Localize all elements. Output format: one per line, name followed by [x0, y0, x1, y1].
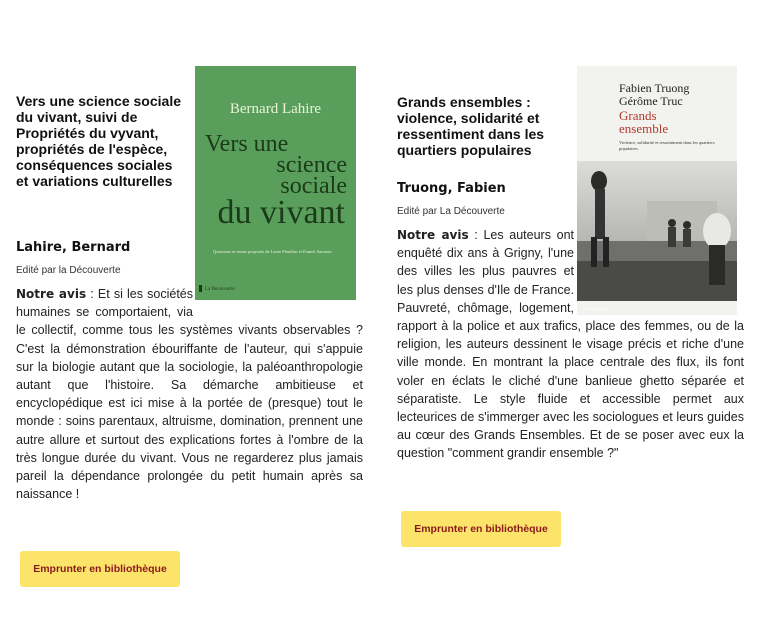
publisher-logo-icon: [199, 285, 202, 292]
borrow-button[interactable]: Emprunter en bibliothèque: [401, 511, 561, 547]
review-text: : Les auteurs ont enquêté dix ans à Grigny, l'une des villes les plus pauvres et les plus denses d'Ile de France. Pauvreté, chômage, logement, rapport à la police et aux trafics, place des femmes, ou de la religion, les auteurs dessinent le visage précis et riche d'une ville monde. En montrant la place centrale des flux, ils font voler en éclats le cliché d'une banlieue ghetto séparée et séparatiste. Le style fluide et accessible permet aux lecteurices de s'immerger avec les sociologues et leurs guides au cœur des Grands Ensembles. Et de se poser avec eux la question "comment grandir ensemble ?": [397, 228, 744, 461]
cover-photo-image: [577, 161, 737, 301]
borrow-button[interactable]: Emprunter en bibliothèque: [20, 551, 180, 587]
cover-title: Vers une science sociale du vivant: [205, 131, 347, 231]
cover-title: Grands ensemble: [619, 108, 669, 136]
book-title[interactable]: Vers une science sociale du vivant, suivi de Propriétés du vyvant, propriétés de l'espèce, conséquences sociales et variations culturelles: [16, 93, 181, 189]
review-text: : Et si les sociétés humaines se comportaient, via le collectif, comme tous les systèmes vivants observables ? C'est la démonstration ébouriffante de l'auteur, qui s'appuie sur la biologie autant que la sociologie, la paléoanthropologie autant que l'histoire. Sa démarche ambitieuse et encyclopédique est ici mise à la portée de (presque) tout le monde : soins parentaux, altruisme, domination, prennent une autre allure et surtout des explications fortes à l'ombre de la très longue durée du vivant. Vous ne regarderez plus jamais pareil la dépendance prolongée du petit humain après sa naissance !: [16, 287, 363, 502]
book-cover-truong[interactable]: [577, 66, 737, 315]
cover-authors: Fabien Truong Gérôme Truc: [619, 81, 690, 108]
book-publisher: Edité par La Découverte: [397, 206, 505, 217]
book-cover-lahire[interactable]: [195, 66, 356, 300]
cover-author: Bernard Lahire: [229, 101, 322, 117]
book-title[interactable]: Grands ensembles : violence, solidarité et ressentiment dans les quartiers populaires: [397, 94, 545, 158]
book-author[interactable]: Truong, Fabien: [397, 181, 506, 196]
book-publisher: Edité par la Découverte: [16, 265, 121, 276]
book-author[interactable]: Lahire, Bernard: [16, 240, 131, 255]
review-label: Notre avis: [397, 228, 469, 242]
cover-subtitle: Questions et essais proposés de Laure Flandrin et Franck Sarrazin: [213, 249, 332, 254]
cover-publisher: La Découverte: [205, 287, 235, 292]
cover-subtitle: Violence, solidarité et ressentiment dans les quartiers populaires: [619, 140, 715, 151]
cover-publisher: La Découverte: [583, 306, 610, 311]
review-label: Notre avis: [16, 287, 87, 301]
book-review: [16, 285, 363, 503]
